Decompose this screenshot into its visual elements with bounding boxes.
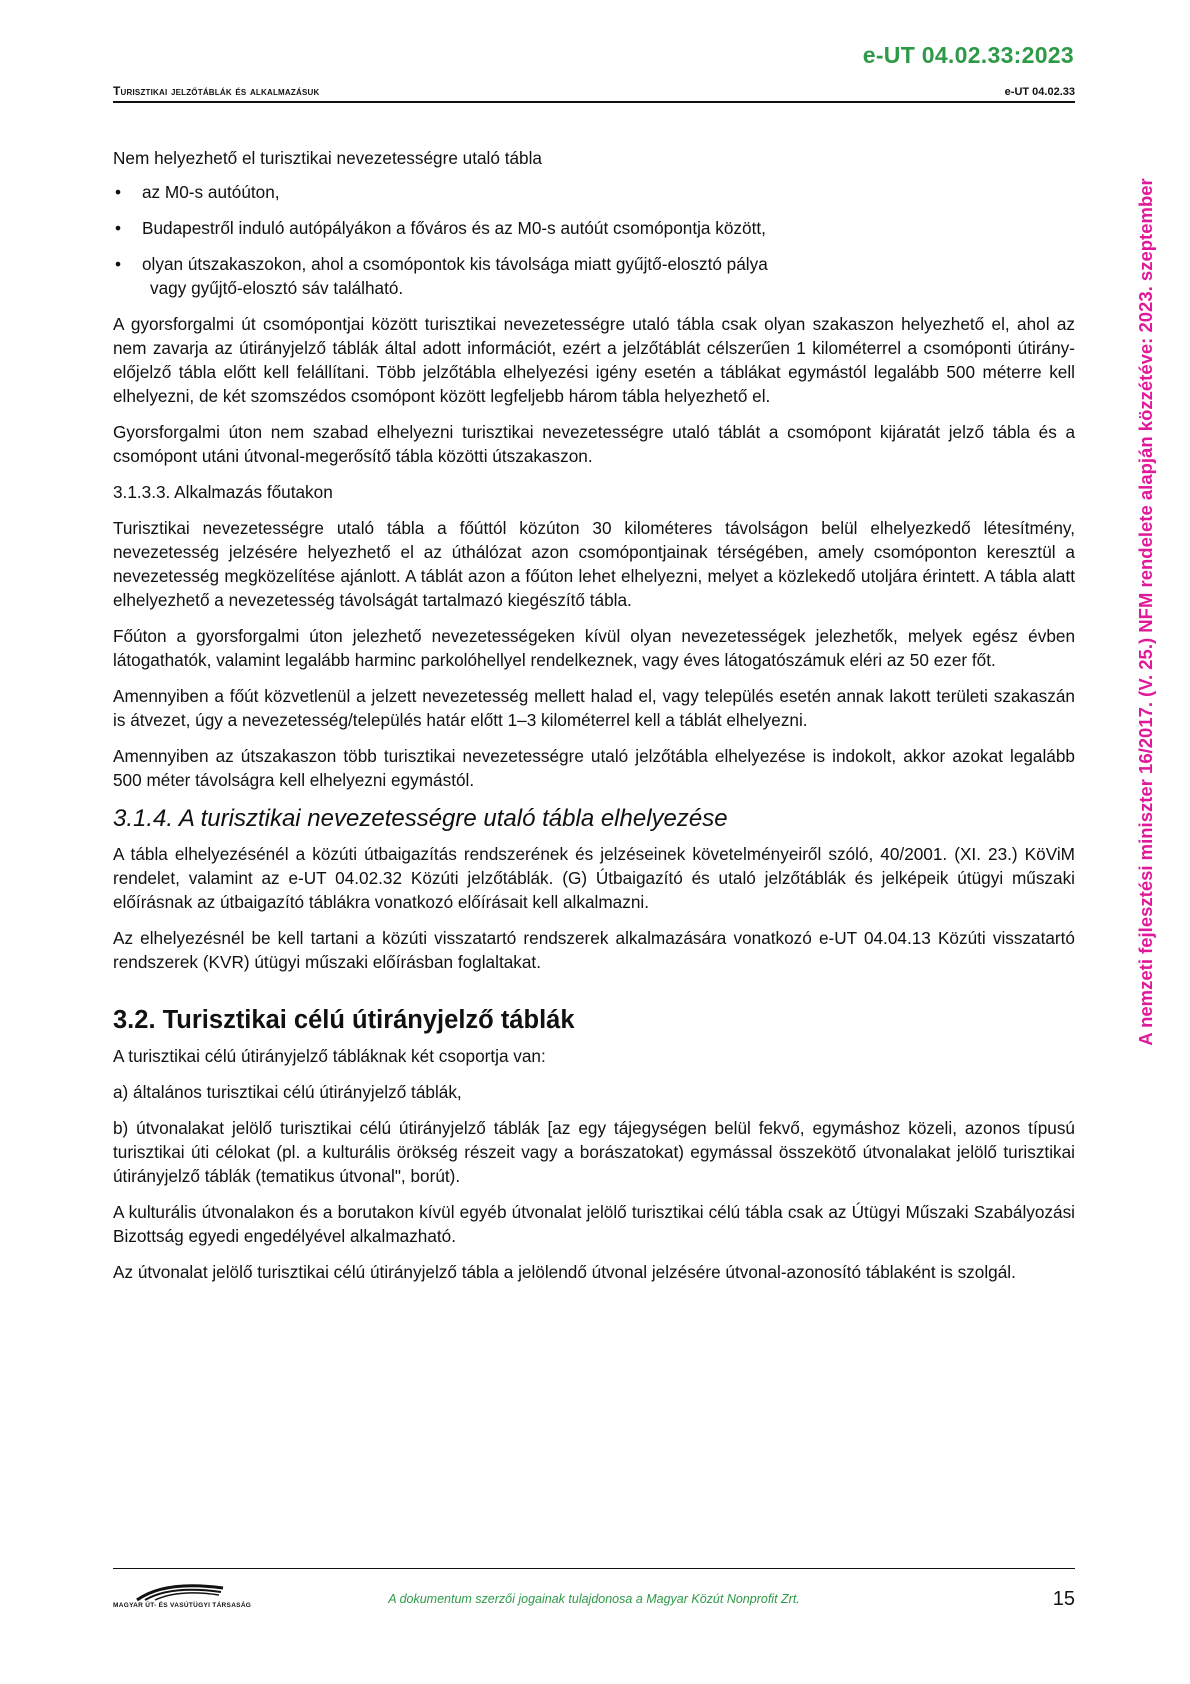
running-header-code: e-UT 04.02.33 [1004,86,1075,98]
document-code: e-UT 04.02.33:2023 [862,42,1074,68]
document-body [113,146,1075,1296]
bullet-item [113,216,1075,240]
running-header [113,84,1075,103]
paragraph: A turisztikai célú útirányjelző tábláknak két csoportja van: [113,1046,546,1066]
bullet-text: Budapestről induló autópályákon a főváros és az M0-s autóút csomópontja között, [142,218,766,238]
bullet-list [113,180,1075,300]
logo-text: MAGYAR ÚT- ÉS VASÚTÜGYI TÁRSASÁG [113,1602,252,1609]
bullet-item [113,180,1075,204]
paragraph: A gyorsforgalmi út csomópontjai között turisztikai nevezetességre utaló tábla csak olyan szakaszon helyezhető el, ahol az nem zavarja az útirányjelző táblák által adott információt, ezért a jelzőtáblát célszerűen 1 kilométerrel a csomóponti útirány-előjelző tábla előtt kell felállítani. Több jelzőtábla elhelyezési igény esetén a táblákat egymástól legalább 500 méterre kell elhelyezni, de két szomszédos csomópont között legfeljebb három tábla helyezhető el. [113,314,1075,406]
subsection-heading: 3.1.3.3. Alkalmazás főutakon [113,482,333,502]
bullet-text-continuation: vagy gyűjtő-elosztó sáv található. [150,278,404,298]
bullet-text: az M0-s autóúton, [142,182,280,202]
bullet-icon: • [115,218,122,238]
paragraph: Főúton a gyorsforgalmi úton jelezhető nevezetességeken kívül olyan nevezetességek jelezhetők, melyek egész évben látogathatók, valamint legalább harminc parkolóhellyel rendelkeznek, vagy éves látogatószámuk eléri az 50 ezer főt. [113,626,1075,670]
copyright-notice: A dokumentum szerzői jogainak tulajdonosa a Magyar Közút Nonprofit Zrt. [388,1592,800,1606]
bullet-icon: • [115,254,122,274]
bullet-item [113,252,1075,300]
footer-divider [113,1568,1075,1569]
publication-side-note: A nemzeti fejlesztési miniszter 16/2017. (V. 25.) NFM rendelete alapján közzétéve: 2023. szeptember [1135,178,1156,1046]
section-heading-3-1-4: 3.1.4. A turisztikai nevezetességre utaló tábla elhelyezése [113,805,728,832]
paragraph: b) útvonalakat jelölő turisztikai célú útirányjelző táblák [az egy tájegységen belül fekvő, egymáshoz közeli, azonos típusú turisztikai úti célokat (pl. a kulturális örökség részeit vagy a borászatokat) egymással összekötő útvonalakat jelölő turisztikai útirányjelző táblák (tematikus útvonal", borút). [113,1118,1075,1186]
paragraph: Turisztikai nevezetességre utaló tábla a főúttól közúton 30 kilométeres távolságon belül elhelyezkedő létesítmény, nevezetesség jelzésére helyezhető el az úthálózat azon csomópontjainak térségében, amely csomóponton keresztül a nevezetesség megközelítése ajánlott. A táblát azon a főúton lehet elhelyezni, melyet a közlekedő utoljára érintett. A tábla alatt elhelyezhető a nevezetesség távolságát tartalmazó kiegészítő tábla. [113,518,1075,610]
paragraph: Az útvonalat jelölő turisztikai célú útirányjelző tábla a jelölendő útvonal jelzésére útvonal-azonosító táblaként is szolgál. [113,1262,1016,1282]
section-heading-3-2: 3.2. Turisztikai célú útirányjelző táblák [113,1006,575,1034]
running-header-title: Turisztikai jelzőtáblák és alkalmazásuk [113,84,320,98]
page-number: 15 [1052,1588,1075,1610]
bullet-text: olyan útszakaszokon, ahol a csomópontok kis távolsága miatt gyűjtő-elosztó pálya [142,254,768,274]
paragraph: Amennyiben a főút közvetlenül a jelzett nevezetesség mellett halad el, vagy település esetén annak lakott területi szakaszán is átvezet, úgy a nevezetesség/település határ előtt 1–3 kilométerrel kell a táblát elhelyezni. [113,686,1075,730]
paragraph: Az elhelyezésnél be kell tartani a közúti visszatartó rendszerek alkalmazására vonatkozó e-UT 04.04.13 Közúti visszatartó rendszerek (KVR) útügyi műszaki előírásban foglaltakat. [113,928,1075,972]
paragraph: a) általános turisztikai célú útirányjelző táblák, [113,1082,462,1102]
paragraph: A kulturális útvonalakon és a borutakon kívül egyéb útvonalat jelölő turisztikai célú tábla csak az Útügyi Műszaki Szabályozási Bizottság egyedi engedélyével alkalmazható. [113,1202,1075,1246]
bullet-icon: • [115,182,122,202]
paragraph: Amennyiben az útszakaszon több turisztikai nevezetességre utaló jelzőtábla elhelyezése is indokolt, akkor azokat legalább 500 méter távolságra kell elhelyezni egymástól. [113,746,1075,790]
page-footer [113,1580,1075,1620]
paragraph: Gyorsforgalmi úton nem szabad elhelyezni turisztikai nevezetességre utaló táblát a csomópont kijáratát jelző tábla és a csomópont utáni útvonal-megerősítő tábla közötti útszakaszon. [113,422,1075,466]
paragraph: A tábla elhelyezésénél a közúti útbaigazítás rendszerének és jelzéseinek követelményeiről szóló, 40/2001. (XI. 23.) KöViM rendelet, valamint az e-UT 04.02.32 Közúti jelzőtáblák. (G) Útbaigazító és utaló jelzőtáblák és jelképeik útügyi műszaki előírásnak az útbaigazító táblákra vonatkozó előírásait kell alkalmazni. [113,844,1075,912]
intro-sentence: Nem helyezhető el turisztikai nevezetességre utaló tábla [113,148,542,168]
